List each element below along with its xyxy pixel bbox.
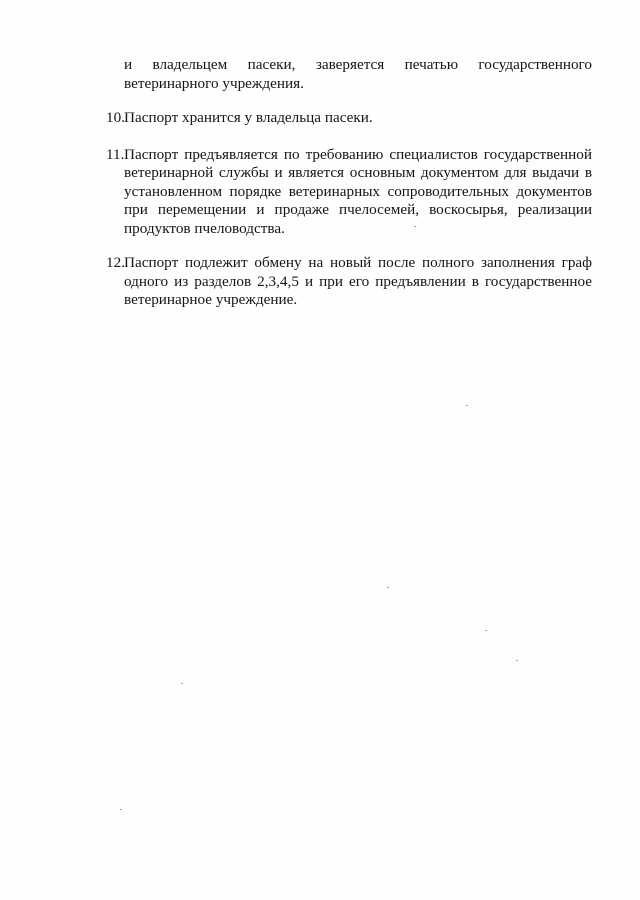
scan-speck	[485, 630, 487, 631]
list-item-12	[106, 254, 592, 310]
scan-speck	[387, 587, 389, 588]
list-item-11	[106, 146, 592, 239]
continuation-paragraph: и владельцем пасеки, заверяется печатью государственного ветеринарного учреждения.	[124, 56, 592, 92]
item-number: 11.	[106, 145, 125, 163]
scan-speck	[120, 809, 122, 810]
item-number: 10.	[106, 109, 125, 126]
item-text: Паспорт предъявляется по требованию специалистов государственной ветеринарной службы и является основным документом для выдачи в установленном порядке ветеринарных сопроводительных документов при перемещении и продаже пчелосемей, воскосырья, реализации продуктов пчеловодства.	[124, 145, 592, 237]
document-body	[106, 56, 592, 310]
item-text: Паспорт подлежит обмену на новый после полного заполнения граф одного из разделов 2,3,4,5 и при его предъявлении в государственное ветеринарное учреждение.	[124, 254, 592, 308]
scan-speck	[466, 405, 468, 406]
item-number: 12.	[106, 254, 125, 271]
scan-speck	[414, 226, 416, 227]
scan-speck	[516, 660, 518, 661]
item-text: Паспорт хранится у владельца пасеки.	[124, 109, 373, 126]
scan-speck	[181, 683, 183, 684]
list-item-10	[106, 109, 592, 128]
